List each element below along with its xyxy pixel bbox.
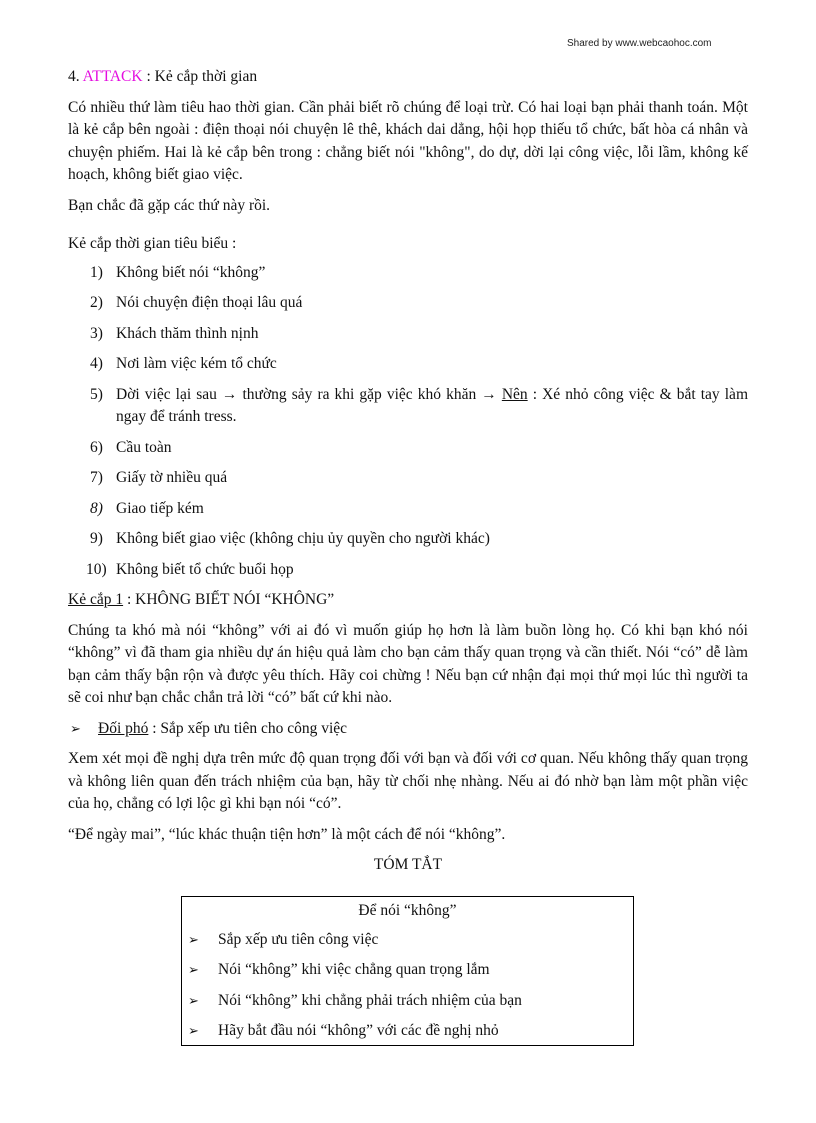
coping-paragraph: Xem xét mọi đề nghị dựa trên mức độ quan trọng đối với bạn và đối với cơ quan. Nếu không thấy quan trọng và không liên quan đến trách nhiệm của bạn, hãy từ chối nhẹ nhàng. Nếu ai đó nhờ bạn làm một phần việc của họ, chẳng có lợi lộc gì khi bạn nói “có”. xyxy=(68,750,748,812)
item-number: 6) xyxy=(90,438,103,456)
item-number: 5) xyxy=(90,385,103,403)
item-number: 2) xyxy=(90,294,103,311)
section-title: : Kẻ cắp thời gian xyxy=(146,68,258,85)
summary-item-text: Hãy bắt đầu nói “không” với các đề nghị nhỏ xyxy=(218,1022,499,1039)
item-text: Nói chuyện điện thoại lâu quá xyxy=(116,294,303,311)
summary-heading: TÓM TẮT xyxy=(373,856,443,873)
summary-item-text: Sắp xếp ưu tiên công việc xyxy=(218,930,379,948)
thief1-paragraph: Chúng ta khó mà nói “không” với ai đó vì muốn giúp họ hơn là làm buồn lòng họ. Có khi bạn khó nói “không” vì đã tham gia nhiều dự án hiệu quả làm cho bạn cảm thấy quan trọng và cần thiết. Nói “có” dễ làm bạn cảm thấy bận rộn và được yêu thích. Hãy coi chừng ! Nếu bạn cứ nhận đại mọi thứ mọi lúc thì người ta sẽ coi như bạn chắc chắn trả lời “có” bất cứ khi nào. xyxy=(68,621,748,706)
summary-item xyxy=(188,1020,633,1043)
list-title: Kẻ cắp thời gian tiêu biểu : xyxy=(68,235,237,252)
item-number: 9) xyxy=(90,530,103,547)
item-text: Giao tiếp kém xyxy=(116,499,204,517)
item-text: Nơi làm việc kém tổ chức xyxy=(116,355,277,372)
summary-item xyxy=(188,929,633,952)
coping-line xyxy=(68,718,748,741)
summary-box-title: Để nói “không” xyxy=(358,902,457,919)
arrow-bullet-icon: ➢ xyxy=(188,962,199,977)
list-item xyxy=(68,437,748,460)
list-item xyxy=(68,384,748,429)
summary-box xyxy=(181,896,634,1046)
should-label: Nên xyxy=(501,385,528,403)
section-number: 4. xyxy=(68,68,80,85)
arrow-bullet-icon: ➢ xyxy=(188,992,199,1008)
tomorrow-paragraph: “Để ngày mai”, “lúc khác thuận tiện hơn” là một cách để nói “không”. xyxy=(68,825,506,843)
item-text: Khách thăm thình nịnh xyxy=(116,324,259,342)
item-text: Cầu toàn xyxy=(116,438,172,456)
thief1-heading xyxy=(68,589,748,612)
coping-text: : Sắp xếp ưu tiên cho công việc xyxy=(148,719,348,737)
item-text: Không biết giao việc (không chịu ủy quyền cho người khác) xyxy=(116,530,490,547)
summary-item-text: Nói “không” khi việc chẳng quan trọng lắm xyxy=(218,961,490,978)
list-item xyxy=(68,559,748,582)
item-number: 4) xyxy=(90,355,103,372)
summary-item xyxy=(188,990,633,1013)
list-item xyxy=(68,498,748,521)
item-number: 1) xyxy=(90,263,103,281)
list-item xyxy=(68,467,748,490)
arrow-bullet-icon: ➢ xyxy=(188,1023,199,1038)
list-item xyxy=(68,528,748,551)
summary-item-text: Nói “không” khi chẳng phải trách nhiệm của bạn xyxy=(218,991,522,1009)
shared-by-note: Shared by www.webcaohoc.com xyxy=(567,38,712,49)
item-number: 8) xyxy=(90,499,103,517)
item-text: Giấy tờ nhiều quá xyxy=(116,469,228,486)
document-body xyxy=(68,66,748,885)
arrow-bullet-icon: ➢ xyxy=(70,720,81,736)
item-text: Không biết nói “không” xyxy=(116,263,266,281)
list-item xyxy=(68,262,748,285)
item-number: 3) xyxy=(90,324,103,342)
thief1-label: Kẻ cắp 1 xyxy=(68,591,124,608)
intro-paragraph: Có nhiều thứ làm tiêu hao thời gian. Cần phải biết rõ chúng để loại trừ. Có hai loại bạn phải thanh toán. Một là kẻ cắp bên ngoài : điện thoại nói chuyện lê thê, khách dai dẳng, hội họp thiếu tổ chức, bất hòa cá nhân và chuyện phiếm. Hai là kẻ cắp bên trong : chẳng biết nói "không", do dự, dời lại công việc, lỗi lầm, không kế hoạch, không biết giao việc. xyxy=(68,98,748,183)
list-item xyxy=(68,292,748,315)
item-text-after: : Xé nhỏ công việc & bắt tay làm ngay để tránh tress. xyxy=(116,385,748,425)
summary-item xyxy=(188,959,633,982)
thief1-title: : KHÔNG BIẾT NÓI “KHÔNG” xyxy=(123,591,335,608)
item-number: 10) xyxy=(86,560,107,578)
intro-note: Bạn chắc đã gặp các thứ này rồi. xyxy=(68,196,271,214)
section-heading xyxy=(68,66,748,89)
list-item xyxy=(68,353,748,376)
attack-keyword: ATTACK xyxy=(82,68,143,85)
arrow-bullet-icon: ➢ xyxy=(188,931,199,947)
item-number: 7) xyxy=(90,469,103,486)
item-text-before: Dời việc lại sau → thường sảy ra khi gặp việc khó khăn → xyxy=(116,385,502,403)
list-item xyxy=(68,323,748,346)
item-text: Không biết tổ chức buổi họp xyxy=(116,560,294,578)
time-thieves-list xyxy=(68,262,748,582)
coping-label: Đối phó xyxy=(98,719,149,737)
